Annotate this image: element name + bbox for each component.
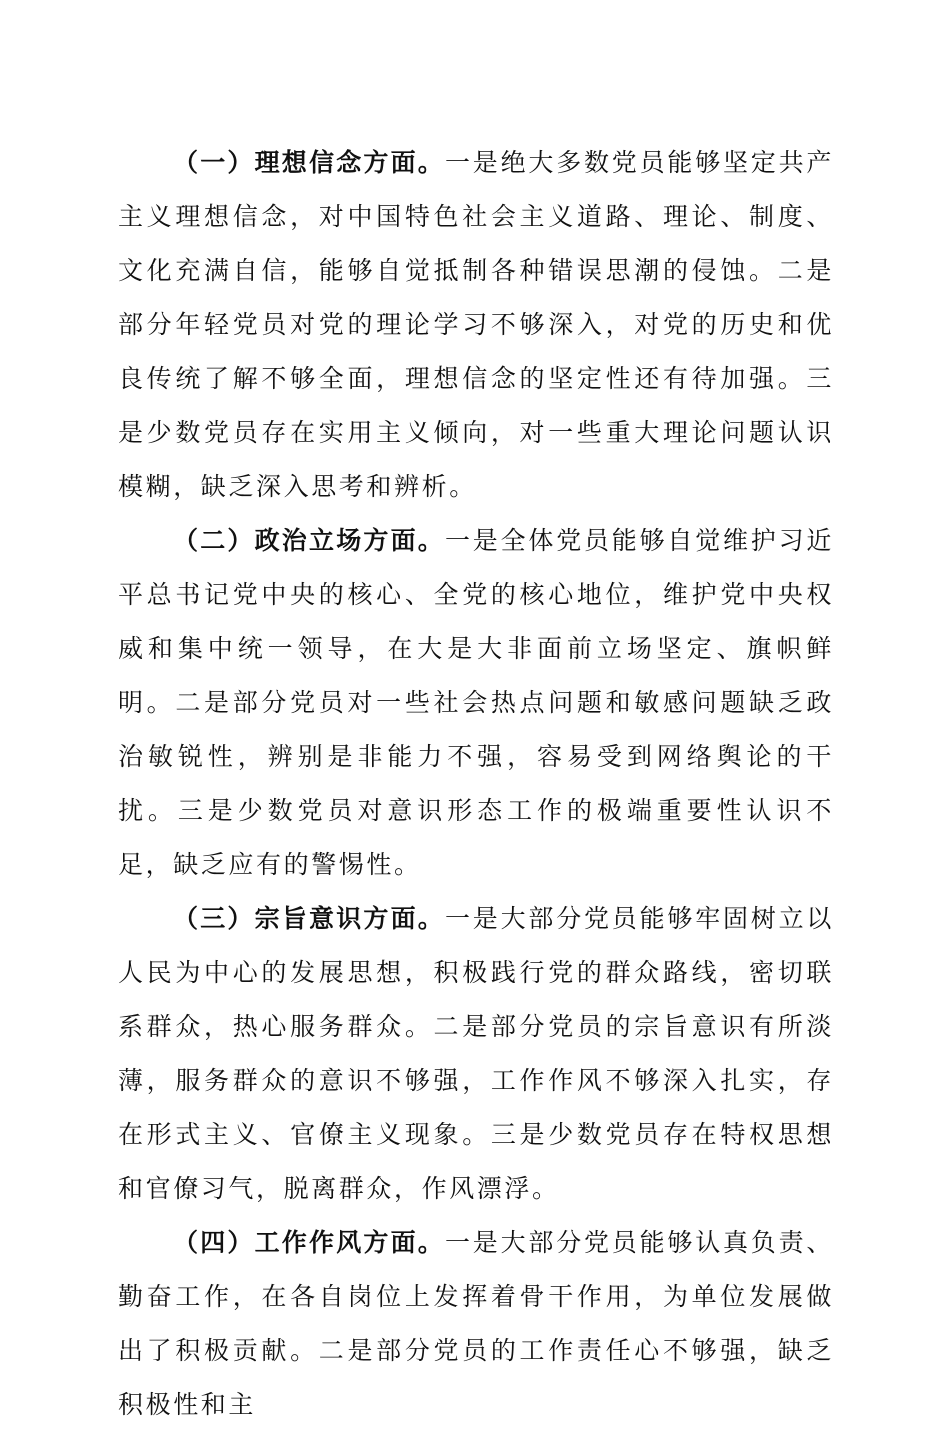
paragraph-work-style <box>118 1216 834 1432</box>
paragraph-purpose-awareness <box>118 892 834 1216</box>
section-heading-work-style: （四）工作作风方面。 <box>173 1228 445 1257</box>
paragraph-text-purpose-awareness: 一是大部分党员能够牢固树立以人民为中心的发展思想，积极践行党的群众路线，密切联系群众，热心服务群众。二是部分党员的宗旨意识有所淡薄，服务群众的意识不够强，工作作风不够深入扎实，存在形式主义、官僚主义现象。三是少数党员存在特权思想和官僚习气，脱离群众，作风漂浮。 <box>118 904 834 1203</box>
paragraph-ideals-beliefs <box>118 136 834 514</box>
section-heading-purpose-awareness: （三）宗旨意识方面。 <box>173 904 445 933</box>
paragraph-text-work-style: 一是大部分党员能够认真负责、勤奋工作，在各自岗位上发挥着骨干作用，为单位发展做出了积极贡献。二是部分党员的工作责任心不够强，缺乏积极性和主 <box>118 1228 834 1419</box>
paragraph-text-ideals-beliefs: 一是绝大多数党员能够坚定共产主义理想信念，对中国特色社会主义道路、理论、制度、文化充满自信，能够自觉抵制各种错误思潮的侵蚀。二是部分年轻党员对党的理论学习不够深入，对党的历史和优良传统了解不够全面，理想信念的坚定性还有待加强。三是少数党员存在实用主义倾向，对一些重大理论问题认识模糊，缺乏深入思考和辨析。 <box>118 148 834 501</box>
section-heading-ideals-beliefs: （一）理想信念方面。 <box>173 148 445 177</box>
paragraph-text-political-stance: 一是全体党员能够自觉维护习近平总书记党中央的核心、全党的核心地位，维护党中央权威和集中统一领导，在大是大非面前立场坚定、旗帜鲜明。二是部分党员对一些社会热点问题和敏感问题缺乏政治敏锐性，辨别是非能力不强，容易受到网络舆论的干扰。三是少数党员对意识形态工作的极端重要性认识不足，缺乏应有的警惕性。 <box>118 526 834 879</box>
section-heading-political-stance: （二）政治立场方面。 <box>173 526 445 555</box>
document-body <box>118 136 834 1432</box>
paragraph-political-stance <box>118 514 834 892</box>
